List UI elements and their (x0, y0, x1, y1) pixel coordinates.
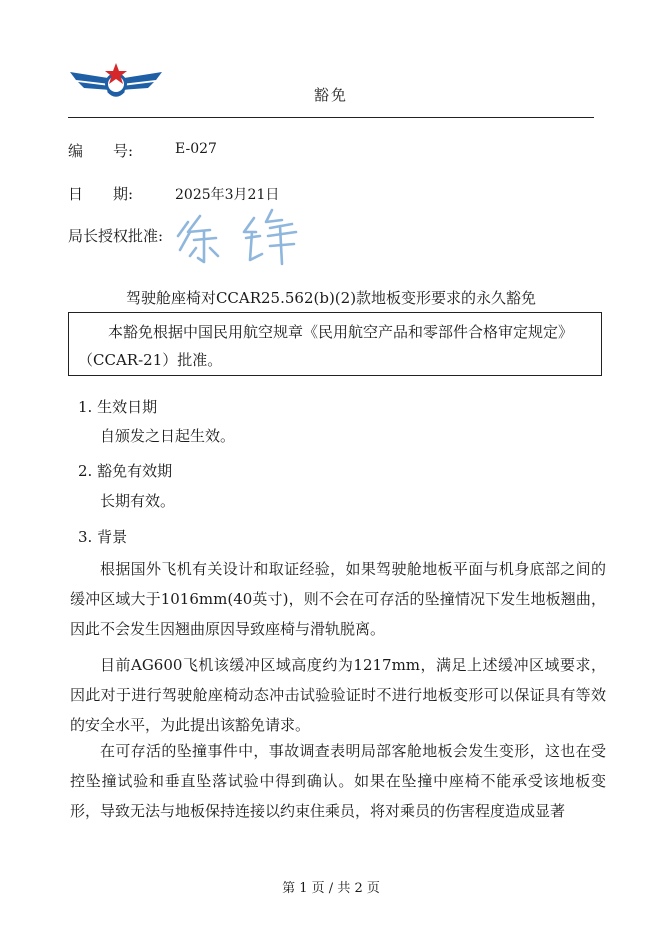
date-label: 日 期: (68, 185, 134, 203)
section-body-validity: 长期有效。 (100, 492, 176, 510)
date-value: 2025年3月21日 (175, 187, 280, 203)
handwritten-signature (170, 202, 310, 272)
header-title: 豁免 (313, 86, 348, 104)
basis-text: 本豁免根据中国民用航空规章《民用航空产品和零部件合格审定规定》（CCAR-21）批准。 (78, 323, 574, 369)
header-divider (68, 117, 594, 118)
approval-label: 局长授权批准: (68, 227, 164, 245)
section-body-effective-date: 自颁发之日起生效。 (100, 427, 236, 445)
background-paragraph: 在可存活的坠撞事件中，事故调查表明局部客舱地板会发生变形，这也在受控坠撞试验和垂直坠落试验中得到确认。如果在坠撞中座椅不能承受该地板变形，导致无法与地板保持连接以约束住乘员，将对乘员的伤害程度造成显著 (70, 742, 606, 820)
background-paragraph: 根据国外飞机有关设计和取证经验，如果驾驶舱地板平面与机身底部之间的缓冲区域大于1016mm(40英寸)，则不会在可存活的坠撞情况下发生地板翘曲，因此不会发生因翘曲原因导致座椅与滑轨脱离。 (70, 560, 606, 638)
page-number: 第 1 页 / 共 2 页 (282, 881, 380, 896)
section-title-validity: 2. 豁免有效期 (78, 462, 173, 480)
number-value: E-027 (175, 141, 217, 157)
background-paragraph: 目前AG600飞机该缓冲区域高度约为1217mm，满足上述缓冲区域要求，因此对于进行驾驶舱座椅动态冲击试验验证时不进行地板变形可以保证具有等效的安全水平，为此提出该豁免请求。 (70, 656, 606, 734)
section-title-effective-date: 1. 生效日期 (78, 398, 158, 416)
section-title-background: 3. 背景 (78, 528, 128, 546)
document-title: 驾驶舱座椅对CCAR25.562(b)(2)款地板变形要求的永久豁免 (125, 289, 537, 307)
number-label: 编 号: (68, 142, 134, 160)
